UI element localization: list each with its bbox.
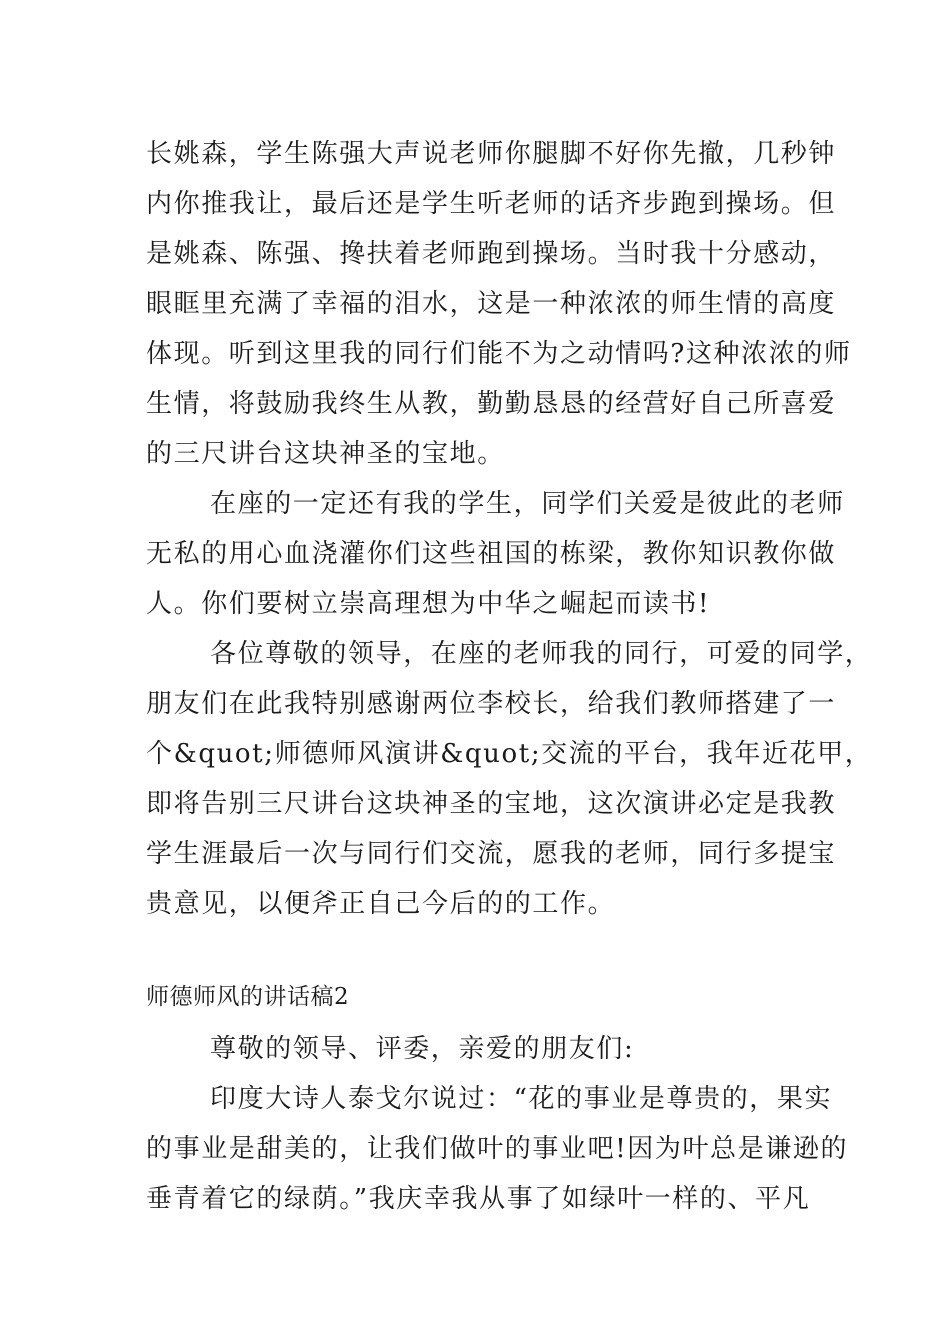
paragraph-line: 生情，将鼓励我终生从教，勤勤恳恳的经营好自己所喜爱 <box>146 389 837 419</box>
paragraph-line: 各位尊敬的领导，在座的老师我的同行，可爱的同学， <box>210 639 873 669</box>
paragraph-line: 人。你们要树立崇高理想为中华之崛起而读书! <box>146 589 711 619</box>
paragraph-line: 无私的用心血浇灌你们这些祖国的栋梁，教你知识教你做 <box>146 539 837 569</box>
paragraph-line: 的事业是甜美的，让我们做叶的事业吧!因为叶总是谦逊的 <box>146 1134 849 1164</box>
greeting-line: 尊敬的领导、评委，亲爱的朋友们: <box>210 1034 635 1064</box>
paragraph-line: 贵意见，以便斧正自己今后的的工作。 <box>146 889 616 919</box>
paragraph-line: 的三尺讲台这块神圣的宝地。 <box>146 439 505 469</box>
section-title: 师德师风的讲话稿2 <box>146 984 350 1010</box>
paragraph-line: 在座的一定还有我的学生，同学们关爱是彼此的老师 <box>210 489 845 519</box>
paragraph-line: 印度大诗人泰戈尔说过：“花的事业是尊贵的，果实 <box>210 1084 833 1114</box>
paragraph-line: 体现。听到这里我的同行们能不为之动情吗?这种浓浓的师 <box>146 339 852 369</box>
paragraph-line: 朋友们在此我特别感谢两位李校长，给我们教师搭建了一 <box>146 689 837 719</box>
paragraph-line: 垂青着它的绿荫。”我庆幸我从事了如绿叶一样的、平凡 <box>146 1184 811 1214</box>
paragraph-line: 内你推我让，最后还是学生听老师的话齐步跑到操场。但 <box>146 189 837 219</box>
paragraph-line: 长姚森，学生陈强大声说老师你腿脚不好你先撤，几秒钟 <box>146 139 837 169</box>
paragraph-line: 学生涯最后一次与同行们交流，愿我的老师，同行多提宝 <box>146 839 837 869</box>
paragraph-line: 眼眶里充满了幸福的泪水，这是一种浓浓的师生情的高度 <box>146 289 837 319</box>
paragraph-line: 个&quot;师德师风演讲&quot;交流的平台，我年近花甲， <box>146 739 873 769</box>
paragraph-line: 是姚森、陈强、搀扶着老师跑到操场。当时我十分感动， <box>146 239 837 269</box>
paragraph-line: 即将告别三尺讲台这块神圣的宝地，这次演讲必定是我教 <box>146 789 837 819</box>
